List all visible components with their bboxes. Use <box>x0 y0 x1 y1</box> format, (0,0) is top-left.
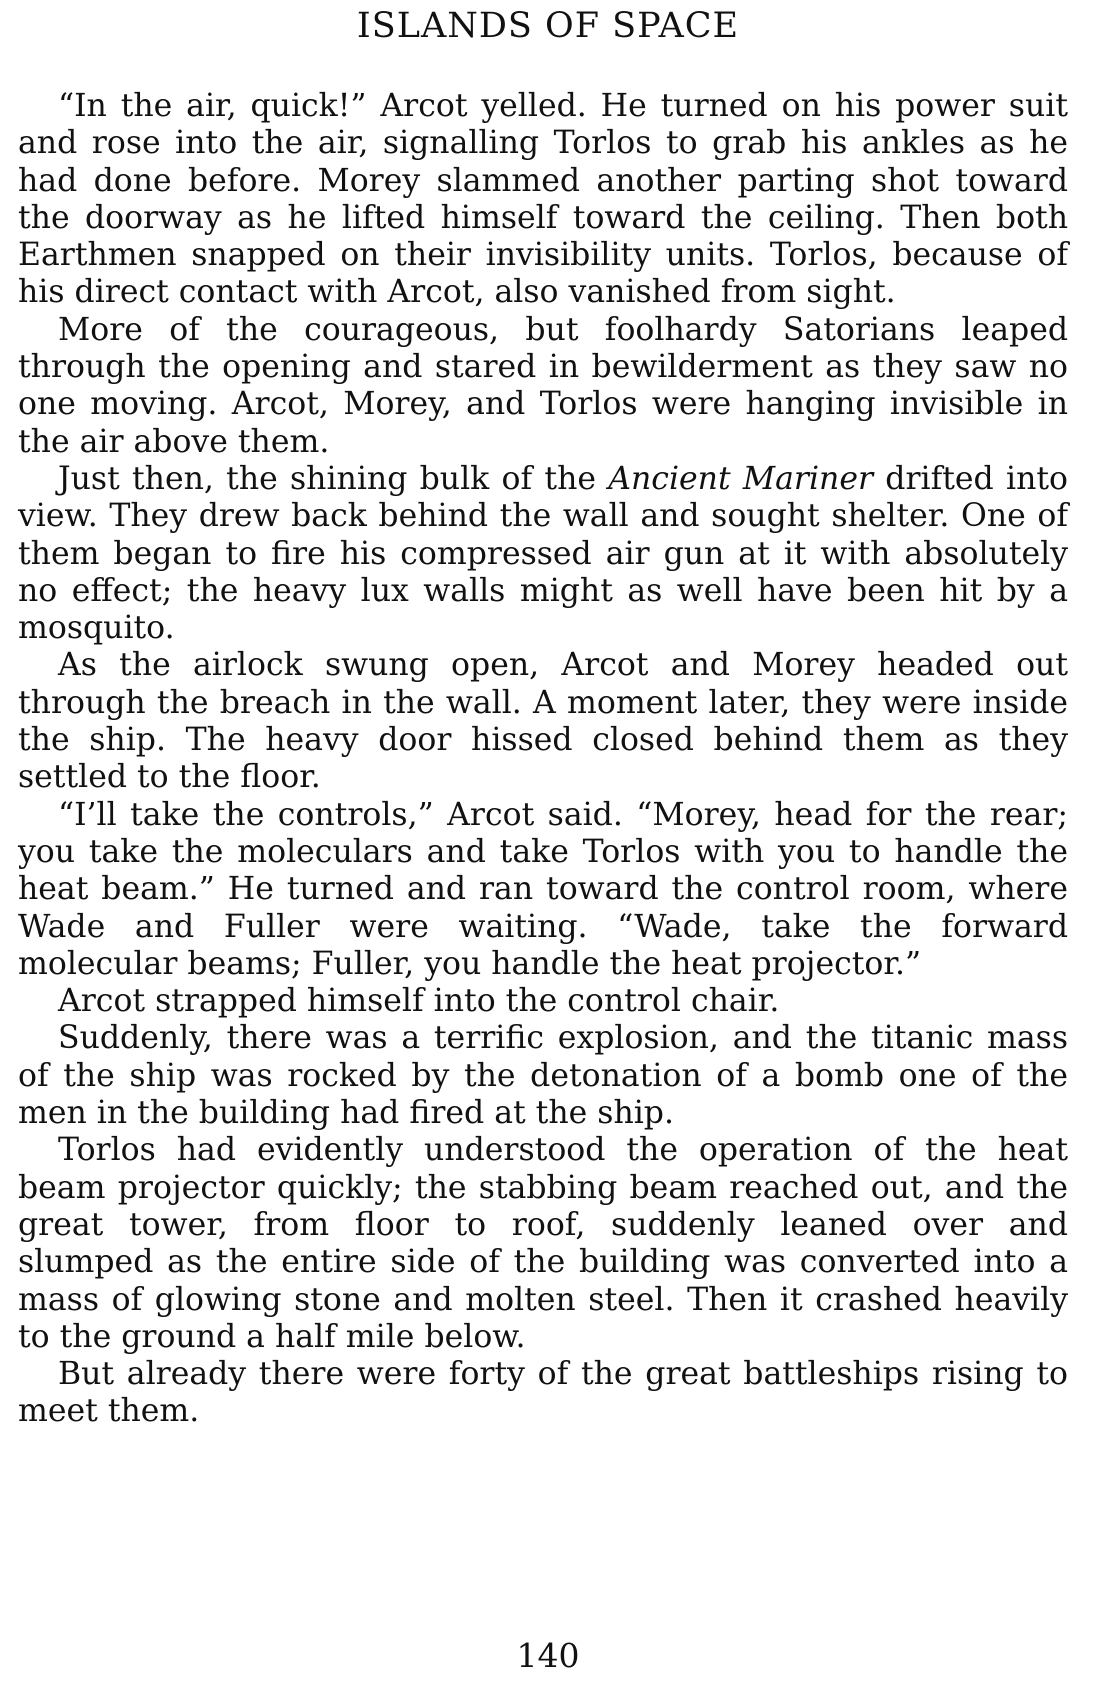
body-text <box>18 88 1068 1431</box>
paragraph-5: “I’ll take the controls,” Arcot said. “Morey, head for the rear; you take the moleculars and take Torlos with you to handle the heat beam.” He turned and ran toward the control room, where Wade and Fuller were waiting. “Wade, take the forward molecular beams; Fuller, you handle the heat projector.” <box>18 796 1068 982</box>
paragraph-9: But already there were forty of the great battleships rising to meet them. <box>18 1356 1068 1430</box>
page-number: 140 <box>516 1636 580 1675</box>
paragraph-4: As the airlock swung open, Arcot and Morey headed out through the breach in the wall. A moment later, they were inside the ship. The heavy door hissed closed behind them as they settled to the floor. <box>18 647 1068 796</box>
running-head-title: ISLANDS OF SPACE <box>356 6 740 46</box>
paragraph-7: Suddenly, there was a terrific explosion, and the titanic mass of the ship was rocked by the detonation of a bomb one of the men in the building had fired at the ship. <box>18 1020 1068 1132</box>
ship-name-italic: Ancient Mariner <box>608 460 874 497</box>
paragraph-3-after: drifted into view. They drew back behind the wall and sought shelter. One of them began to fire his compressed air gun at it with absolutely no effect; the heavy lux walls might as well have been hit by a mosquito. <box>18 460 1068 647</box>
paragraph-3 <box>18 461 1068 647</box>
paragraph-6: Arcot strapped himself into the control chair. <box>58 983 780 1020</box>
paragraph-2: More of the courageous, but foolhardy Satorians leaped through the opening and stared in bewilderment as they saw no one moving. Arcot, Morey, and Torlos were hanging invisible in the air above them. <box>18 311 1068 460</box>
paragraph-3-before: Just then, the shining bulk of the <box>58 460 609 497</box>
paragraph-8: Torlos had evidently understood the operation of the heat beam projector quickly; the stabbing beam reached out, and the great tower, from floor to roof, suddenly leaned over and slumped as the entire side of the building was converted into a mass of glowing stone and molten steel. Then it crashed heavily to the ground a half mile below. <box>18 1132 1068 1355</box>
paragraph-1: “In the air, quick!” Arcot yelled. He turned on his power suit and rose into the air, signalling Torlos to grab his ankles as he had done before. Morey slammed another parting shot toward the doorway as he lifted himself toward the ceiling. Then both Earthmen snapped on their invisibility units. Torlos, because of his direct contact with Arcot, also vanished from sight. <box>18 88 1068 311</box>
